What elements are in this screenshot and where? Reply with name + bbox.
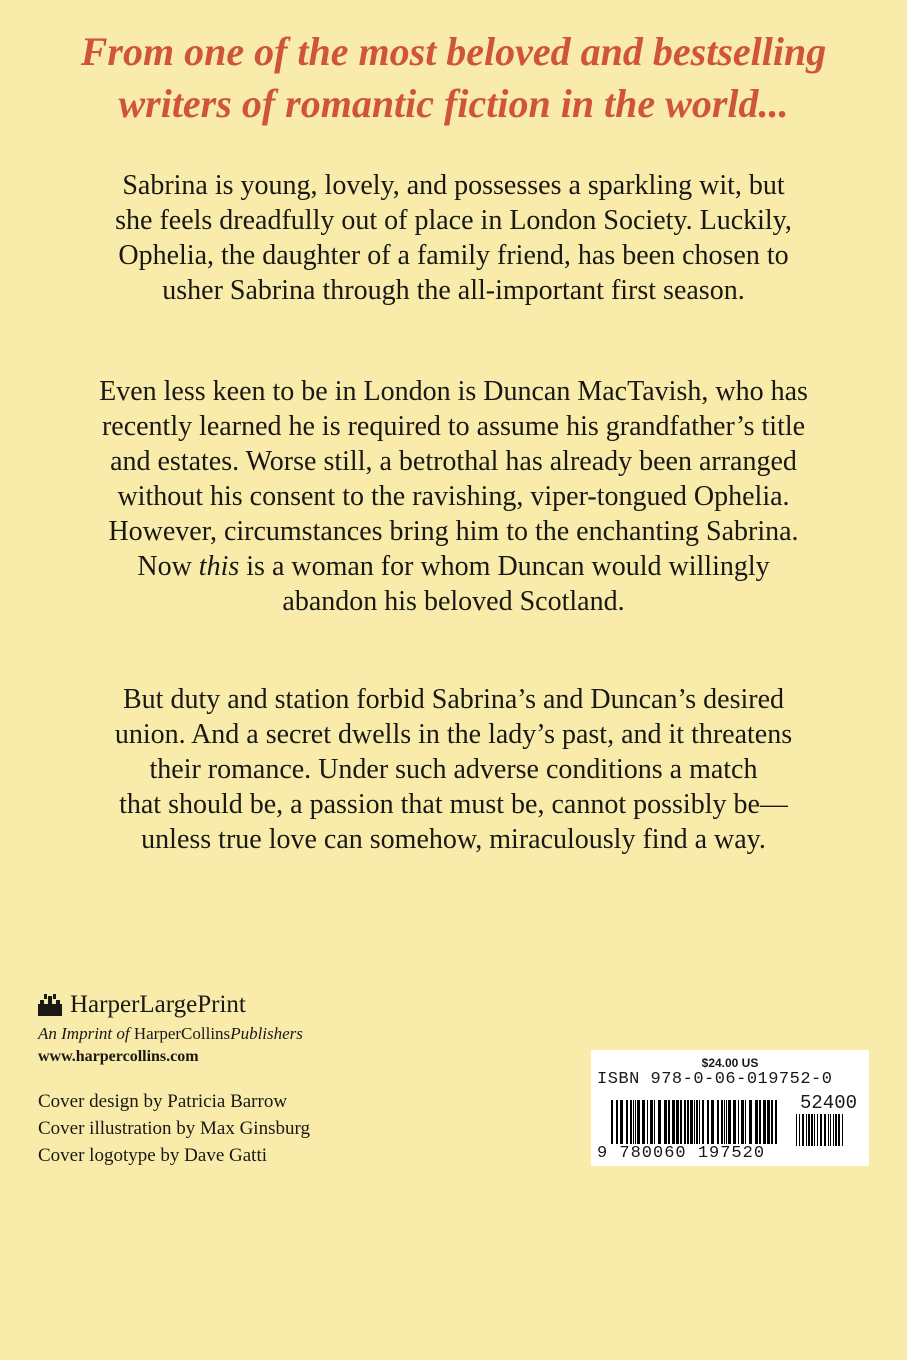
barcode-box	[591, 1050, 869, 1166]
tagline	[0, 26, 907, 130]
blurb-line: recently learned he is required to assume his grandfather’s title	[101, 411, 806, 442]
emphasis-this: this	[198, 551, 240, 582]
imprint-line	[38, 1022, 303, 1046]
blurb-paragraph-1	[0, 168, 907, 308]
credit-illustration: Cover illustration by Max Ginsburg	[38, 1118, 310, 1139]
blurb-line: without his consent to the ravishing, viper-tongued Ophelia.	[117, 481, 790, 512]
supplement-number: 52400	[799, 1092, 857, 1114]
blurb-line: Sabrina is young, lovely, and possesses a sparkling wit, but	[122, 170, 785, 201]
credit-design: Cover design by Patricia Barrow	[38, 1091, 288, 1112]
blurb-paragraph-3	[0, 682, 907, 857]
supplement-barcode-icon	[796, 1114, 858, 1146]
publisher-name: HarperLargePrint	[70, 991, 246, 1018]
tagline-line-1: From one of the most beloved and bestselling	[80, 29, 827, 74]
credit-logotype: Cover logotype by Dave Gatti	[38, 1145, 268, 1166]
blurb-line: their romance. Under such adverse conditions a match	[149, 754, 758, 785]
publisher-name-row	[38, 990, 303, 1020]
blurb-paragraph-2	[0, 374, 907, 619]
blurb-line: Ophelia, the daughter of a family friend, has been chosen to	[118, 240, 789, 271]
cover-credits	[38, 1088, 310, 1169]
blurb-line: she feels dreadfully out of place in London Society. Luckily,	[115, 205, 792, 236]
ean-barcode-icon	[611, 1100, 783, 1144]
imprint-suffix: Publishers	[230, 1024, 303, 1043]
blurb-text: is a woman for whom Duncan would willingly	[239, 551, 770, 582]
blurb-line: that should be, a passion that must be, cannot possibly be—	[119, 789, 788, 820]
blurb-line: abandon his beloved Scotland.	[282, 586, 625, 617]
blurb-line: union. And a secret dwells in the lady’s past, and it threatens	[114, 719, 793, 750]
isbn-label: ISBN 978-0-06-019752-0	[597, 1070, 833, 1089]
imprint-name: HarperCollins	[133, 1024, 231, 1043]
blurb-text: Now	[137, 551, 199, 582]
publisher-url: www.harpercollins.com	[38, 1048, 199, 1065]
imprint-prefix: An Imprint of	[38, 1024, 134, 1043]
blurb-line: However, circumstances bring him to the enchanting Sabrina.	[108, 516, 799, 547]
harper-fire-logo-icon	[38, 994, 62, 1016]
blurb-line	[0, 549, 907, 584]
blurb-line: usher Sabrina through the all-important first season.	[162, 275, 745, 306]
ean-number: 9 780060 197520	[597, 1144, 766, 1163]
tagline-line-2: writers of romantic fiction in the world...	[118, 81, 789, 126]
blurb-line: Even less keen to be in London is Duncan MacTavish, who has	[99, 376, 808, 407]
blurb-line: unless true love can somehow, miraculously find a way.	[141, 824, 766, 855]
publisher-block	[38, 990, 303, 1068]
blurb-line: and estates. Worse still, a betrothal has already been arranged	[110, 446, 797, 477]
blurb-line: But duty and station forbid Sabrina’s and Duncan’s desired	[123, 684, 784, 715]
price-label: $24.00 US	[701, 1056, 759, 1070]
